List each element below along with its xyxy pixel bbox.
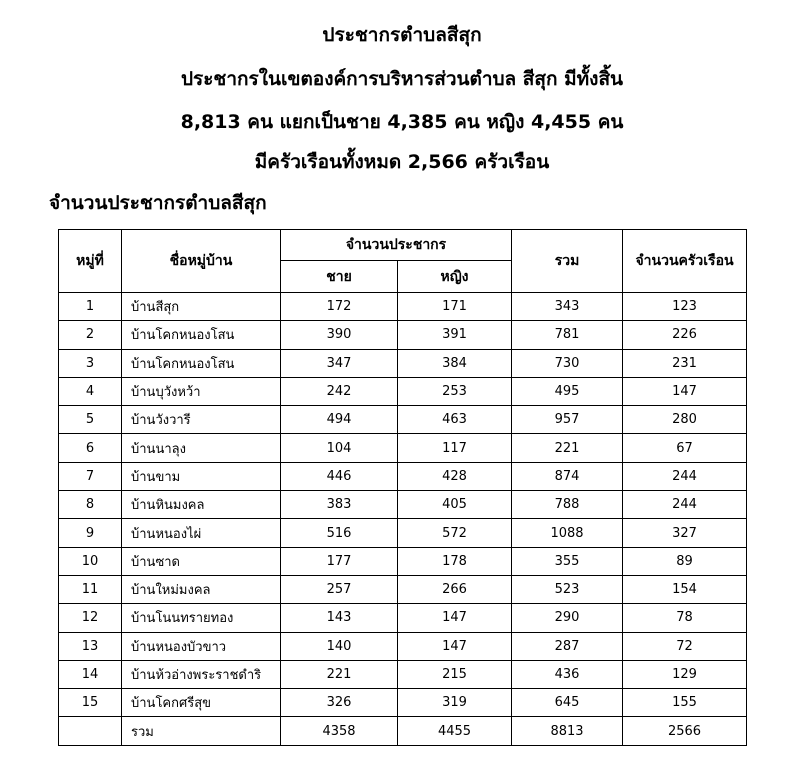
section-title: จำนวนประชากรตำบลสีสุก [49, 192, 267, 214]
cell-total: 495 [512, 377, 623, 405]
table-row [59, 349, 747, 377]
cell-total: 645 [512, 689, 623, 717]
cell-total: 221 [512, 434, 623, 462]
cell-village-name: บ้านโนนทรายทอง [122, 604, 281, 632]
cell-female: 178 [398, 547, 512, 575]
cell-total: 287 [512, 632, 623, 660]
cell-female: 117 [398, 434, 512, 462]
cell-households: 244 [623, 462, 747, 490]
header-female: หญิง [398, 261, 512, 293]
cell-total: 730 [512, 349, 623, 377]
header-village-no: หมู่ที่ [59, 230, 122, 293]
cell-total: 1088 [512, 519, 623, 547]
header-total: รวม [512, 230, 623, 293]
cell-female: 463 [398, 406, 512, 434]
cell-village-name: บ้านห้วอ่างพระราชดำริ [122, 660, 281, 688]
cell-female: 572 [398, 519, 512, 547]
cell-total: 8813 [512, 717, 623, 745]
cell-households: 280 [623, 406, 747, 434]
cell-village-name: บ้านหินมงคล [122, 491, 281, 519]
cell-households: 327 [623, 519, 747, 547]
cell-village-name: บ้านบุวังหว้า [122, 377, 281, 405]
cell-male: 383 [281, 491, 398, 519]
cell-total: 343 [512, 293, 623, 321]
cell-households: 72 [623, 632, 747, 660]
table-row [59, 604, 747, 632]
table-row [59, 575, 747, 603]
cell-female: 266 [398, 575, 512, 603]
cell-village-name: บ้านโคกศรีสุข [122, 689, 281, 717]
cell-female: 384 [398, 349, 512, 377]
cell-total: 781 [512, 321, 623, 349]
cell-male: 494 [281, 406, 398, 434]
cell-male: 257 [281, 575, 398, 603]
cell-village-no: 8 [59, 491, 122, 519]
cell-village-name: บ้านซาด [122, 547, 281, 575]
cell-village-name: รวม [122, 717, 281, 745]
cell-female: 391 [398, 321, 512, 349]
cell-households: 129 [623, 660, 747, 688]
population-summary-line: ประชากรในเขตองค์การบริหารส่วนตำบล สีสุก มีทั้งสิ้น [180, 68, 624, 90]
document-title: ประชากรตำบลสีสุก [322, 24, 482, 46]
cell-male: 143 [281, 604, 398, 632]
cell-village-name: บ้านนาลุง [122, 434, 281, 462]
cell-village-no: 6 [59, 434, 122, 462]
cell-village-no: 12 [59, 604, 122, 632]
table-row [59, 321, 747, 349]
table-summary-row [59, 717, 747, 745]
cell-male: 326 [281, 689, 398, 717]
cell-village-no: 4 [59, 377, 122, 405]
cell-male: 242 [281, 377, 398, 405]
cell-total: 523 [512, 575, 623, 603]
cell-village-name: บ้านโคกหนองโสน [122, 321, 281, 349]
cell-village-name: บ้านวังวารี [122, 406, 281, 434]
table-row [59, 547, 747, 575]
cell-total: 436 [512, 660, 623, 688]
population-breakdown-line: 8,813 คน แยกเป็นชาย 4,385 คน หญิง 4,455 คน [180, 111, 624, 133]
cell-male: 177 [281, 547, 398, 575]
table-row [59, 519, 747, 547]
cell-male: 347 [281, 349, 398, 377]
cell-female: 171 [398, 293, 512, 321]
cell-village-no: 11 [59, 575, 122, 603]
table-row [59, 434, 747, 462]
cell-village-name: บ้านใหม่มงคล [122, 575, 281, 603]
cell-households: 67 [623, 434, 747, 462]
cell-households: 123 [623, 293, 747, 321]
cell-male: 446 [281, 462, 398, 490]
header-households: จำนวนครัวเรือน [623, 230, 747, 293]
cell-households: 244 [623, 491, 747, 519]
cell-village-name: บ้านโคกหนองโสน [122, 349, 281, 377]
table-header-row [59, 230, 747, 261]
cell-male: 221 [281, 660, 398, 688]
cell-male: 4358 [281, 717, 398, 745]
cell-female: 147 [398, 632, 512, 660]
cell-female: 319 [398, 689, 512, 717]
cell-female: 147 [398, 604, 512, 632]
cell-village-name: บ้านหนองไผ่ [122, 519, 281, 547]
cell-total: 957 [512, 406, 623, 434]
cell-village-no: 10 [59, 547, 122, 575]
cell-households: 78 [623, 604, 747, 632]
cell-village-no: 14 [59, 660, 122, 688]
cell-households: 226 [623, 321, 747, 349]
cell-male: 390 [281, 321, 398, 349]
table-row [59, 406, 747, 434]
cell-female: 253 [398, 377, 512, 405]
cell-village-no: 1 [59, 293, 122, 321]
header-population: จำนวนประชากร [281, 230, 512, 261]
cell-households: 2566 [623, 717, 747, 745]
header-village-name: ชื่อหมู่บ้าน [122, 230, 281, 293]
table-row [59, 491, 747, 519]
cell-village-no: 3 [59, 349, 122, 377]
cell-total: 874 [512, 462, 623, 490]
cell-male: 140 [281, 632, 398, 660]
cell-households: 155 [623, 689, 747, 717]
table-row [59, 632, 747, 660]
table-row [59, 689, 747, 717]
cell-village-name: บ้านขาม [122, 462, 281, 490]
cell-village-no: 2 [59, 321, 122, 349]
cell-village-name: บ้านสีสุก [122, 293, 281, 321]
cell-village-no [59, 717, 122, 745]
cell-village-no: 13 [59, 632, 122, 660]
cell-village-no: 5 [59, 406, 122, 434]
table-body [59, 293, 747, 746]
cell-total: 788 [512, 491, 623, 519]
cell-female: 4455 [398, 717, 512, 745]
table-row [59, 462, 747, 490]
table-row [59, 660, 747, 688]
cell-village-no: 7 [59, 462, 122, 490]
cell-female: 215 [398, 660, 512, 688]
cell-households: 89 [623, 547, 747, 575]
cell-male: 172 [281, 293, 398, 321]
cell-households: 147 [623, 377, 747, 405]
cell-total: 355 [512, 547, 623, 575]
table-row [59, 377, 747, 405]
header-male: ชาย [281, 261, 398, 293]
cell-village-name: บ้านหนองบัวขาว [122, 632, 281, 660]
cell-village-no: 9 [59, 519, 122, 547]
cell-village-no: 15 [59, 689, 122, 717]
cell-male: 104 [281, 434, 398, 462]
cell-female: 405 [398, 491, 512, 519]
cell-households: 154 [623, 575, 747, 603]
cell-total: 290 [512, 604, 623, 632]
household-summary-line: มีครัวเรือนทั้งหมด 2,566 ครัวเรือน [254, 151, 550, 173]
cell-households: 231 [623, 349, 747, 377]
cell-female: 428 [398, 462, 512, 490]
population-table [58, 229, 747, 746]
table-row [59, 293, 747, 321]
cell-male: 516 [281, 519, 398, 547]
